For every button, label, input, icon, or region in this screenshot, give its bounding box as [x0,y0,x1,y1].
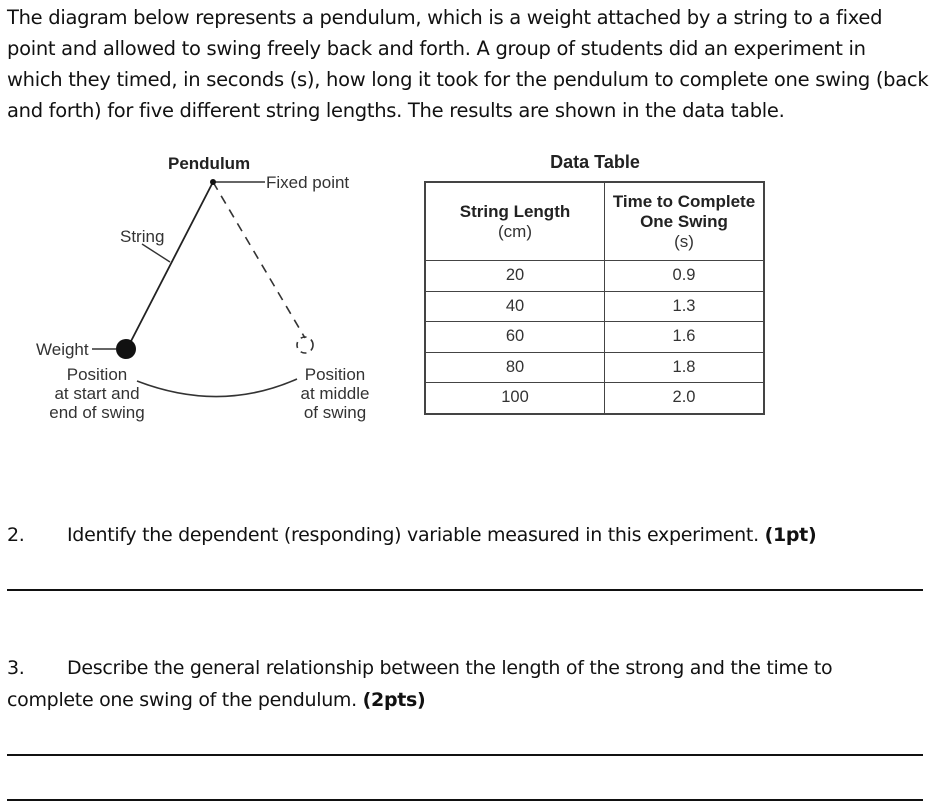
middle-position-label: Position at middle of swing [300,365,370,422]
header-string-length: String Length (cm) [425,182,605,261]
intro-line: The diagram below represents a pendulum, which is a weight attached by a string to a fixed [7,6,883,29]
data-table [424,181,765,415]
header-time: Time to Complete One Swing (s) [605,182,765,261]
intro-line: and forth) for five different string lengths. The results are shown in the data table. [7,99,785,122]
answer-line-q2[interactable] [7,589,923,591]
pendulum-diagram [20,145,400,435]
question-2: 2. Identify the dependent (responding) variable measured in this experiment. (1pt) [7,524,817,546]
intro-paragraph [7,2,937,126]
fixed-point-label: Fixed point [266,173,350,192]
intro-line: which they timed, in seconds (s), how long it took for the pendulum to complete one swing (back [7,68,929,91]
intro-line: point and allowed to swing freely back and forth. A group of students did an experiment in [7,37,866,60]
answer-line-q3-2[interactable] [7,799,923,801]
table-row: 80 1.8 [425,352,764,383]
table-row: 40 1.3 [425,291,764,322]
table-row: 100 2.0 [425,383,764,414]
question-3: 3. Describe the general relationship between the length of the strong and the time to [7,657,833,679]
answer-line-q3-1[interactable] [7,754,923,756]
data-table-title: Data Table [550,152,640,172]
weight-label: Weight [36,340,89,359]
question-3-cont: complete one swing of the pendulum. (2pts) [7,689,426,711]
diagram-title: Pendulum [168,154,251,173]
table-row: 60 1.6 [425,322,764,353]
string-label: String [120,227,165,246]
table-header-row [425,182,764,261]
table-row: 20 0.9 [425,261,764,292]
start-position-label: Position at start and end of swing [49,365,145,422]
